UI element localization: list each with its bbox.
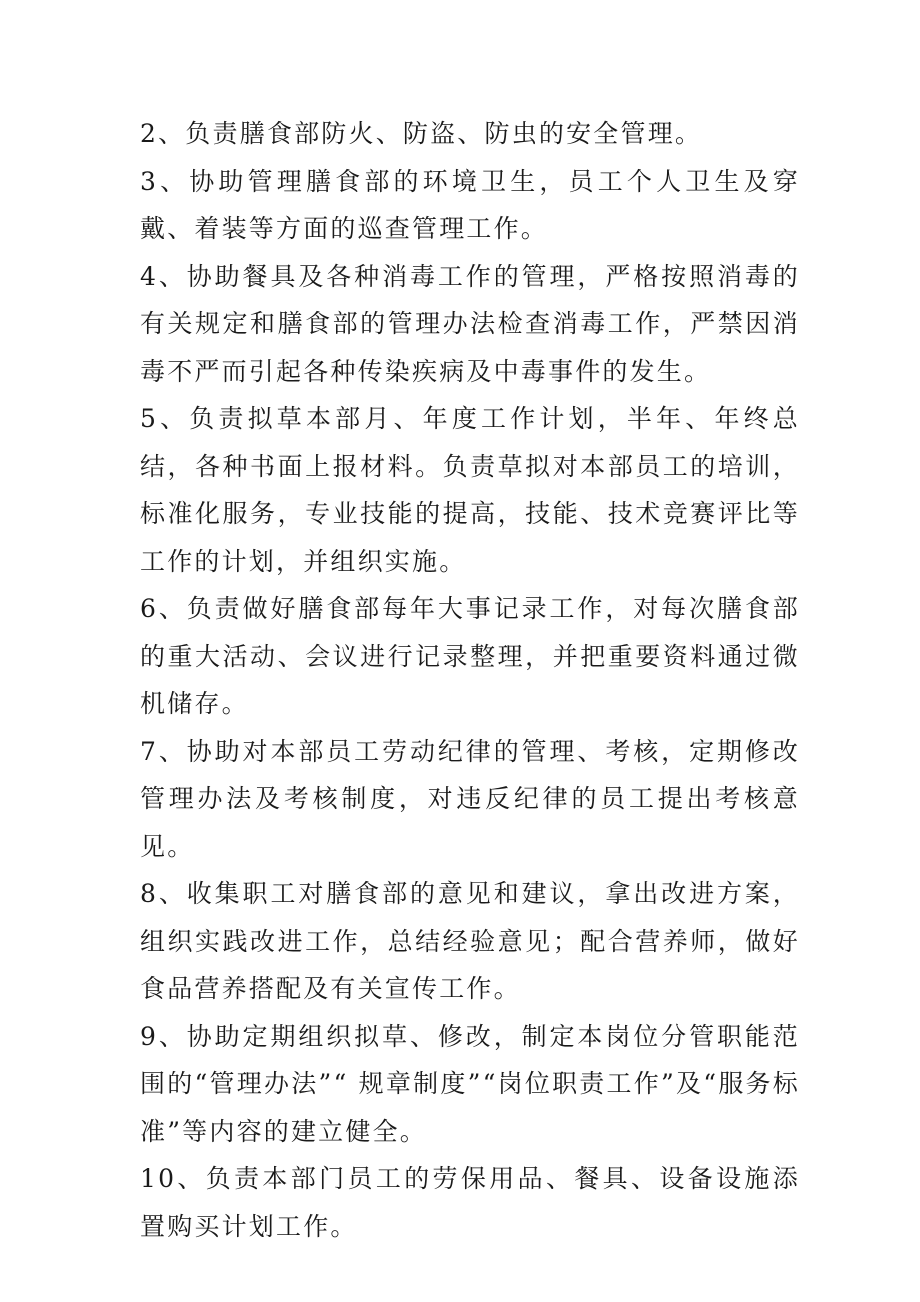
paragraph-item-6: 6、负责做好膳食部每年大事记录工作，对每次膳食部的重大活动、会议进行记录整理，并把重要资料通过微机储存。 [140,594,800,718]
paragraph-item-3: 3、协助管理膳食部的环境卫生，员工个人卫生及穿戴、着装等方面的巡查管理工作。 [140,166,800,243]
document-body [140,110,800,1250]
paragraph-item-2: 2、负责膳食部防火、防盗、防虫的安全管理。 [140,119,703,148]
paragraph-item-7: 7、协助对本部员工劳动纪律的管理、考核，定期修改管理办法及考核制度，对违反纪律的员工提出考核意见。 [140,736,800,861]
paragraph-item-4: 4、协助餐具及各种消毒工作的管理，严格按照消毒的有关规定和膳食部的管理办法检查消毒工作，严禁因消毒不严而引起各种传染疾病及中毒事件的发生。 [140,261,800,386]
paragraph-item-9: 9、协助定期组织拟草、修改，制定本岗位分管职能范围的“管理办法”“ 规章制度”“岗位职责工作”及“服务标准”等内容的建立健全。 [140,1021,800,1146]
paragraph-item-10: 10、负责本部门员工的劳保用品、餐具、设备设施添置购买计划工作。 [140,1164,800,1241]
paragraph-item-8: 8、收集职工对膳食部的意见和建议，拿出改进方案，组织实践改进工作，总结经验意见；配合营养师，做好食品营养搭配及有关宣传工作。 [140,879,800,1003]
paragraph-item-5: 5、负责拟草本部月、年度工作计划，半年、年终总结，各种书面上报材料。负责草拟对本部员工的培训，标准化服务，专业技能的提高，技能、技术竞赛评比等工作的计划，并组织实施。 [140,404,800,576]
